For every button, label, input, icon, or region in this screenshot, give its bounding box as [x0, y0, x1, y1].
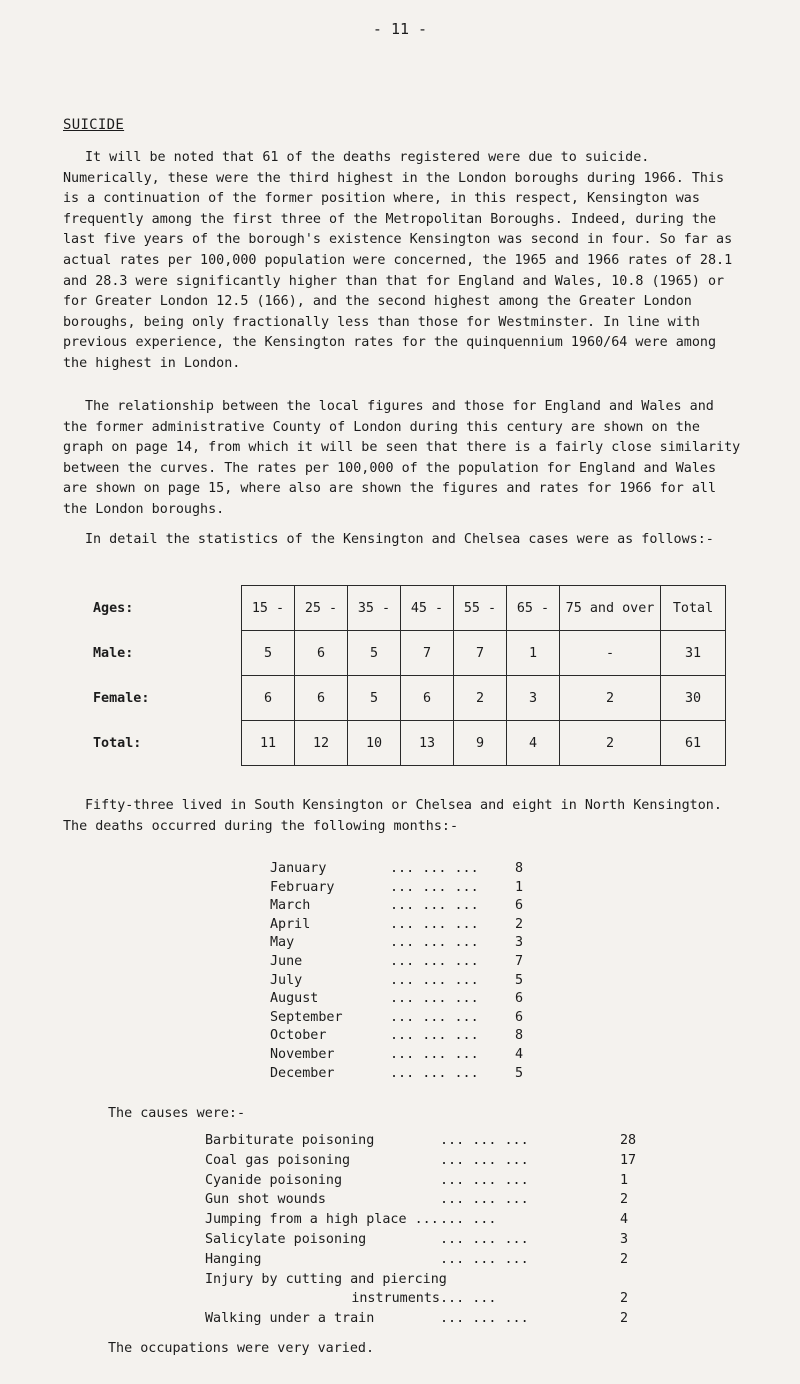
table-cell: 10: [348, 721, 401, 766]
cause-row: [205, 1250, 650, 1270]
table-cell: 9: [454, 721, 507, 766]
cause-row: [205, 1190, 650, 1210]
leader-dots: ... ... ...: [440, 1192, 529, 1208]
table-cell: 5: [348, 676, 401, 721]
table-header-cell: 35 -: [348, 586, 401, 631]
paragraph-relationship: [63, 397, 743, 521]
table-row: [63, 676, 726, 721]
cause-count: 28: [620, 1133, 637, 1148]
cause-count: 3: [620, 1231, 629, 1247]
cause-row: [205, 1131, 650, 1151]
month-name: April: [270, 916, 311, 932]
month-row: [270, 934, 535, 953]
month-count: 8: [515, 861, 524, 876]
paragraph-residence: [63, 796, 743, 837]
month-count: 3: [515, 935, 524, 951]
cause-name: Barbiturate poisoning: [205, 1133, 375, 1148]
month-name: March: [270, 898, 311, 914]
month-count: 6: [515, 1009, 524, 1025]
table-cell: 31: [661, 631, 726, 676]
paragraph-statistics-intro: [63, 530, 743, 551]
cause-name: instruments: [351, 1291, 440, 1307]
table-row-label: Male:: [93, 645, 134, 661]
leader-dots: ... ... ...: [440, 1152, 529, 1168]
table-cell: -: [560, 631, 661, 676]
cause-count: 2: [620, 1192, 629, 1208]
month-row: [270, 1065, 535, 1084]
leader-dots: ... ... ...: [390, 861, 479, 876]
table-cell: 5: [242, 631, 295, 676]
month-name: May: [270, 935, 295, 951]
month-name: July: [270, 972, 303, 988]
cause-name: Gun shot wounds: [205, 1192, 326, 1208]
month-row: [270, 897, 535, 916]
table-cell: 6: [295, 676, 348, 721]
table-cell: 3: [507, 676, 560, 721]
month-row: [270, 990, 535, 1009]
table-cell: 30: [661, 676, 726, 721]
cause-count: 2: [620, 1291, 629, 1307]
table-row: [63, 631, 726, 676]
table-row-label: Total:: [93, 735, 142, 751]
leader-dots: ... ... ...: [390, 898, 479, 914]
table-cell: 2: [454, 676, 507, 721]
leader-dots: ... ... ...: [390, 953, 479, 969]
cause-row: [205, 1309, 650, 1329]
month-row: [270, 953, 535, 972]
month-row: [270, 860, 535, 879]
month-count: 4: [515, 1046, 524, 1062]
month-name: January: [270, 861, 327, 876]
causes-title: The causes were:-: [108, 1106, 246, 1121]
cause-name: Hanging: [205, 1251, 262, 1267]
month-name: October: [270, 1028, 327, 1044]
closing-sentence: The occupations were very varied.: [108, 1341, 375, 1356]
leader-dots: ... ... ...: [440, 1251, 529, 1267]
month-row: [270, 916, 535, 935]
leader-dots: ... ... ...: [390, 1065, 479, 1081]
section-heading: SUICIDE: [63, 117, 125, 133]
table-header-cell: 75 and over: [560, 586, 661, 631]
cause-row: [205, 1151, 650, 1171]
table-cell: 6: [295, 631, 348, 676]
cause-name: Salicylate poisoning: [205, 1231, 367, 1247]
month-name: December: [270, 1065, 335, 1081]
paragraph-text: The relationship between the local figures and those for England and Wales and the former administrative County of London during this century are shown on the graph on page 14, from which it will be seen that there is a fairly close similarity between the curves. The rates per 100,000 of the population for England and Wales are shown on page 15, where also are shown the figures and rates for 1966 for all the London boroughs.: [63, 399, 741, 517]
leader-dots: ... ... ...: [390, 879, 479, 895]
cause-count: 17: [620, 1152, 637, 1168]
table-header-cell: 45 -: [401, 586, 454, 631]
table-cell: 6: [242, 676, 295, 721]
month-name: September: [270, 1009, 343, 1025]
table-header-label: Ages:: [93, 600, 134, 616]
cause-name: Coal gas poisoning: [205, 1152, 351, 1168]
table-cell: 4: [507, 721, 560, 766]
leader-dots: ... ... ...: [440, 1231, 529, 1247]
table-header-cell: 55 -: [454, 586, 507, 631]
month-count: 6: [515, 991, 524, 1007]
cause-name: Injury by cutting and piercing: [205, 1271, 447, 1287]
month-count: 8: [515, 1028, 524, 1044]
table-cell: 7: [401, 631, 454, 676]
cause-name: Cyanide poisoning: [205, 1172, 343, 1188]
table-cell: 61: [661, 721, 726, 766]
leader-dots: ... ... ...: [440, 1172, 529, 1188]
leader-dots: ... ... ...: [390, 916, 479, 932]
month-name: August: [270, 991, 319, 1007]
month-row: [270, 972, 535, 991]
month-row: [270, 1009, 535, 1028]
table-row-label: Female:: [93, 690, 150, 706]
leader-dots: ... ...: [440, 1212, 497, 1228]
table-cell: 11: [242, 721, 295, 766]
cause-row: [205, 1210, 650, 1230]
table-cell: 2: [560, 721, 661, 766]
month-name: February: [270, 879, 335, 895]
table-header-cell: 25 -: [295, 586, 348, 631]
cause-row: [205, 1171, 650, 1191]
table-header-cell: Total: [661, 586, 726, 631]
cause-name: Jumping from a high place ...: [205, 1212, 439, 1228]
month-count: 2: [515, 916, 524, 932]
table-row: [63, 721, 726, 766]
leader-dots: ... ... ...: [390, 972, 479, 988]
table-header-cell: 15 -: [242, 586, 295, 631]
paragraph-text: It will be noted that 61 of the deaths registered were due to suicide. Numerically, these were the third highest in the London boroughs during 1966. This is a continuation of the former position where, in this respect, Kensington was frequently among the first three of the Metropolitan Boroughs. Indeed, during the last five years of the borough's existence Kensington was second in four. So far as actual rates per 100,000 population were concerned, the 1965 and 1966 rates of 28.1 and 28.3 were significantly higher than that for England and Wales, 10.8 (1965) or for Greater London 12.5 (166), and the second highest among the Greater London boroughs, being only fractionally less than those for Westminster. In line with previous experience, the Kensington rates for the quinquennium 1960/64 were among the highest in London.: [63, 150, 733, 371]
month-row: [270, 1027, 535, 1046]
causes-list: [205, 1131, 650, 1329]
month-row: [270, 879, 535, 898]
leader-dots: ... ...: [440, 1291, 497, 1307]
table-cell: 2: [560, 676, 661, 721]
cause-count: 1: [620, 1172, 629, 1188]
leader-dots: ... ... ...: [440, 1133, 529, 1148]
cause-name: Walking under a train: [205, 1311, 375, 1327]
paragraph-text: In detail the statistics of the Kensington and Chelsea cases were as follows:-: [85, 532, 714, 547]
table-cell: 7: [454, 631, 507, 676]
cause-row: [205, 1230, 650, 1250]
cause-row: [205, 1270, 650, 1290]
cause-count: 2: [620, 1251, 629, 1267]
paragraph-text: Fifty-three lived in South Kensington or Chelsea and eight in North Kensington. The deaths occurred during the following months:-: [63, 798, 722, 834]
table-header-row: [63, 586, 726, 631]
cause-count: 2: [620, 1311, 629, 1327]
cause-row: [205, 1289, 650, 1309]
month-name: June: [270, 953, 303, 969]
leader-dots: ... ... ...: [440, 1311, 529, 1327]
table-header-cell: 65 -: [507, 586, 560, 631]
leader-dots: ... ... ...: [390, 1028, 479, 1044]
leader-dots: ... ... ...: [390, 991, 479, 1007]
table-cell: 12: [295, 721, 348, 766]
month-name: November: [270, 1046, 335, 1062]
ages-table: [63, 585, 726, 766]
leader-dots: ... ... ...: [390, 1009, 479, 1025]
leader-dots: ... ... ...: [390, 935, 479, 951]
month-row: [270, 1046, 535, 1065]
months-list: [270, 860, 535, 1083]
table-cell: 13: [401, 721, 454, 766]
table-cell: 6: [401, 676, 454, 721]
month-count: 5: [515, 1065, 524, 1081]
table-cell: 5: [348, 631, 401, 676]
table-cell: 1: [507, 631, 560, 676]
month-count: 7: [515, 953, 524, 969]
month-count: 6: [515, 898, 524, 914]
leader-dots: ... ... ...: [390, 1046, 479, 1062]
month-count: 1: [515, 879, 524, 895]
month-count: 5: [515, 972, 524, 988]
cause-count: 4: [620, 1212, 629, 1228]
paragraph-suicide-overview: [63, 148, 743, 375]
page-number: - 11 -: [372, 20, 428, 38]
